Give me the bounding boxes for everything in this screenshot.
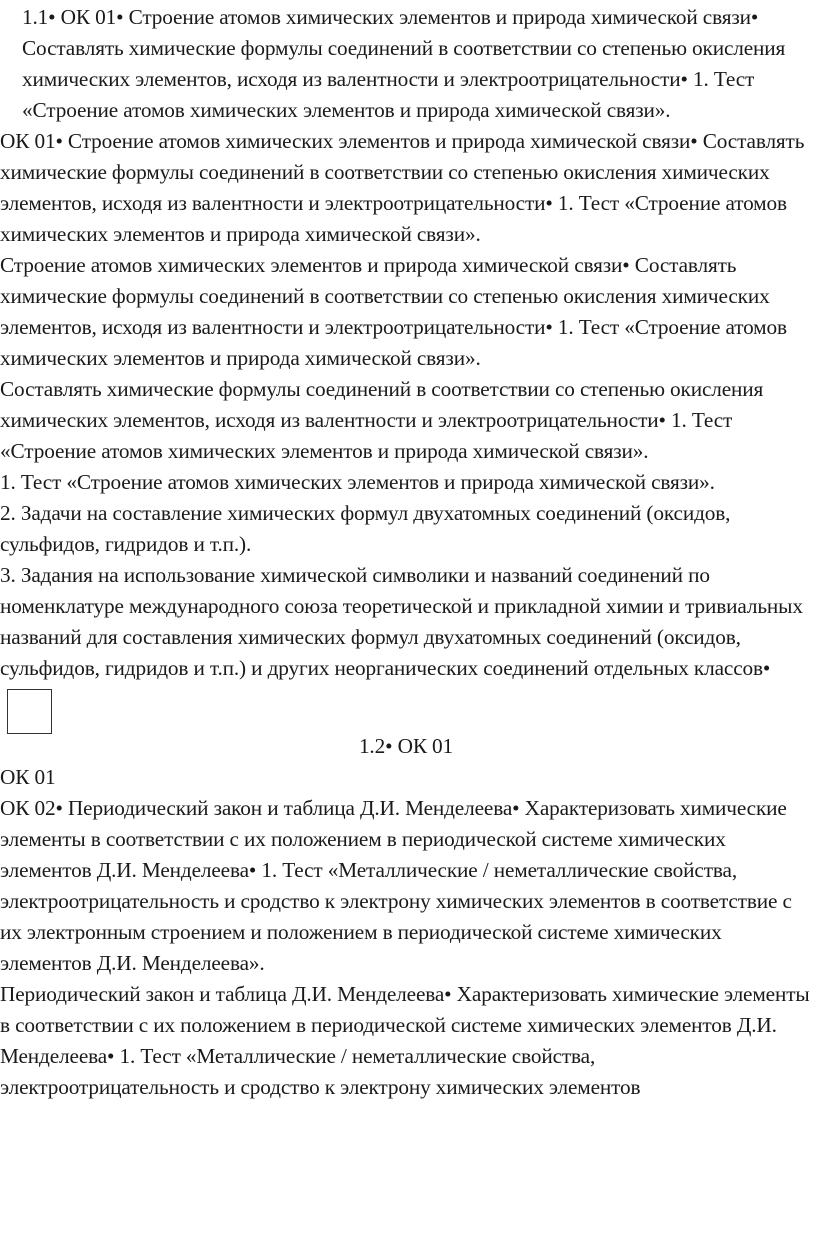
checkbox-square[interactable]: [7, 689, 52, 734]
paragraph-periodic-law: Периодический закон и таблица Д.И. Менделеева• Характеризовать химические элементы в соответствии с их положением в периодической системе химических элементов Д.И. Менделеева• 1. Тест «Металлические / неметаллические свойства, электроотрицательность и сродство к электрону химических элементов: [0, 982, 810, 1099]
paragraph-1-1: 1.1• ОК 01• Строение атомов химических элементов и природа химической связи• Составлять химические формулы соединений в соответствии со степенью окисления химических элементов, исходя из валентности и электроотрицательности• 1. Тест «Строение атомов химических элементов и природа химической связи».: [22, 5, 786, 122]
list-item-tasks-3: 3. Задания на использование химической символики и названий соединений по номенклатуре международного союза теоретической и прикладной химии и тривиальных названий для составления химических формул двухатомных соединений (оксидов, сульфидов, гидридов и т.п.) и других неорганических соединений отдельных классов•: [0, 563, 803, 680]
paragraph-formulas: Составлять химические формулы соединений в соответствии со степенью окисления химических элементов, исходя из валентности и электроотрицательности• 1. Тест «Строение атомов химических элементов и природа химической связи».: [0, 377, 764, 463]
paragraph-structure: Строение атомов химических элементов и природа химической связи• Составлять химические формулы соединений в соответствии со степенью окисления химических элементов, исходя из валентности и электроотрицательности• 1. Тест «Строение атомов химических элементов и природа химической связи».: [0, 253, 787, 370]
paragraph-ok02: ОК 02• Периодический закон и таблица Д.И. Менделеева• Характеризовать химические элементы в соответствии с их положением в периодической системе химических элементов Д.И. Менделеева• 1. Тест «Металлические / неметаллические свойства, электроотрицательность и сродство к электрону химических элементов в соответствие с их электронным строением и положением в периодической системе химических элементов Д.И. Менделеева».: [0, 796, 792, 975]
section-heading-1-2: 1.2• ОК 01: [358, 734, 454, 758]
list-item-test-1: 1. Тест «Строение атомов химических элементов и природа химической связи».: [0, 470, 715, 494]
list-item-tasks-2: 2. Задачи на составление химических формул двухатомных соединений (оксидов, сульфидов, гидридов и т.п.).: [0, 501, 731, 556]
paragraph-ok01: ОК 01• Строение атомов химических элементов и природа химической связи• Составлять химические формулы соединений в соответствии со степенью окисления химических элементов, исходя из валентности и электроотрицательности• 1. Тест «Строение атомов химических элементов и природа химической связи».: [0, 129, 805, 246]
paragraph-ok01-short: ОК 01: [0, 765, 56, 789]
